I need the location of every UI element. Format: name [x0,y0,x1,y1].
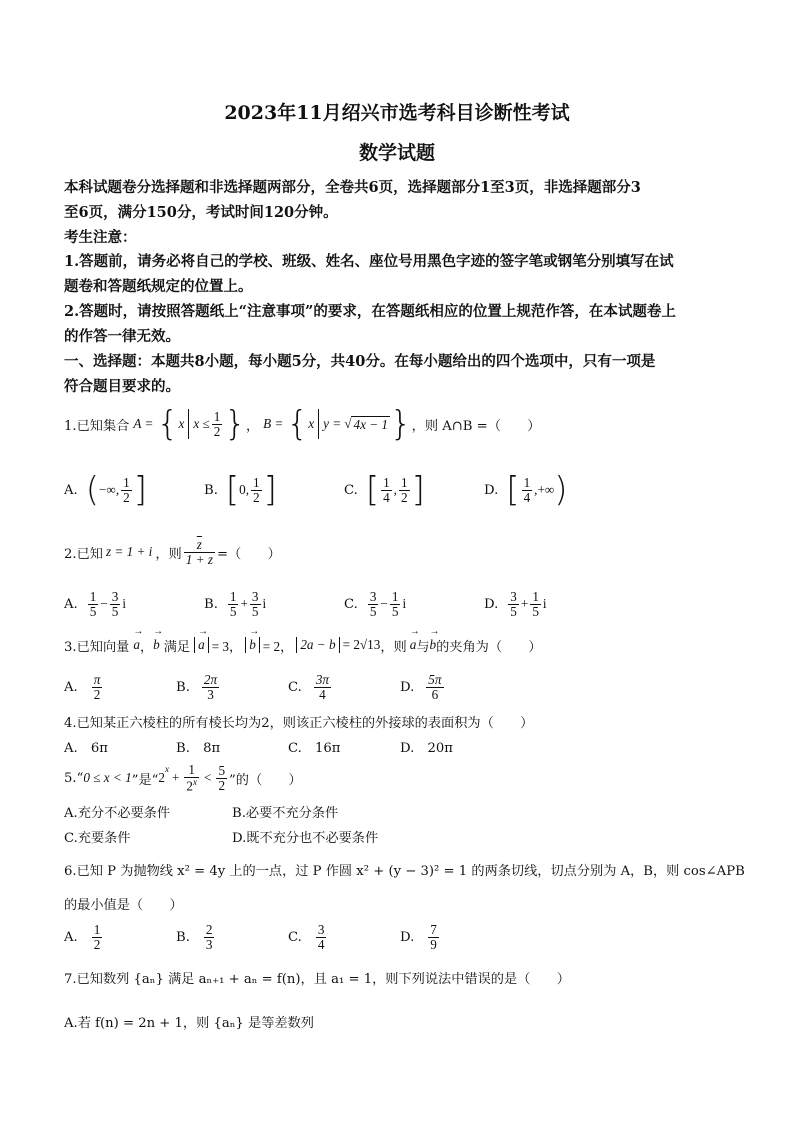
q1-option-b-label: B. [204,482,218,498]
q6-a-den: 2 [93,936,101,952]
q2-a-d1: 5 [89,603,97,619]
question-7-option-a: A.若 f(n) = 2n + 1，则 {aₙ} 是等差数列 [64,1016,314,1031]
q3-b-den: 3 [207,686,214,702]
section-1-line-2: 符合题目要求的。 [64,378,180,395]
question-4: 4.已知某正六棱柱的所有棱长均为2，则该正六棱柱的外接球的表面积为（ ） [64,716,534,731]
q1-d-num: 1 [523,474,531,490]
q2-a-i: i [122,596,127,611]
q1-option-a-value: −∞, [98,482,120,497]
q1-option-c-label: C. [344,482,358,498]
q2-num: $\overline{z}$ [184,538,215,553]
q3-sep: ， [139,639,154,655]
q3-vec-b: → b [153,637,160,653]
q2-option-b-label: B. [204,596,218,612]
q1-a-den: 2 [123,489,130,505]
q2-option-c-label: C. [344,596,358,612]
q6-option-c-label: C. [288,929,302,945]
q2-d-n1: 3 [510,588,517,604]
q6-option-b-label: B. [176,929,190,945]
q5-cond-1: 0 ≤ x < 1 [83,770,132,785]
q5-plus: + [171,770,180,785]
notice-heading: 考生注意： [64,229,137,246]
notice-item-1-line-2: 题卷和答题纸规定的位置上。 [64,278,253,295]
q3-b-num: 2π [203,671,218,687]
q2-b-op: + [240,596,248,611]
q1-c-num1: 1 [383,474,390,490]
q3-eq3: = 3， [211,638,243,654]
q1-option-d-tail: ,+∞ [534,482,555,497]
q6-option-a-label: A. [64,929,78,945]
q6-c-num: 3 [317,921,325,937]
q3-satisfy: 满足 [163,639,191,655]
q5-f-den-exp: x [193,776,197,787]
q5-lead: 5.“ [64,770,84,786]
q1-var-x2: x [308,416,315,431]
q1-d-den: 4 [523,489,531,505]
q2-a-n1: 1 [89,588,97,604]
q3-option-b-label: B. [176,679,190,695]
q6-b-den: 3 [205,936,213,952]
q2-d-op: + [520,596,529,611]
q1-sqrt: 4x − 1 [353,416,389,432]
q4-option-b: B. 8π [176,741,221,756]
q1-c-den1: 4 [383,489,390,505]
q5-exp: x [164,764,169,774]
q4-option-d: D. 20π [400,741,453,756]
q5-tail: ”的（ ） [229,772,302,788]
q3-tail: 的夹角为（ ） [436,639,542,655]
q3-combo: 2a − b [296,637,339,653]
q2-den: 1 + z [185,551,213,567]
q2-options [64,584,764,624]
q1-half-den: 2 [213,423,221,439]
q2-c-op: − [380,596,388,611]
q1-var-x1: x [178,416,185,431]
q3-c-num: 3π [315,671,330,687]
q2-d-d2: 5 [532,603,539,619]
q2-d-i: i [542,596,547,611]
q5-mid: ”是“ [131,772,159,788]
q4-option-c: C. 16π [288,741,341,756]
question-1: 1.已知集合 A = { x x ≤ $\frac{1}{2}$ } ， B = { x y = √ 4x − 1 } ，则 A∩B =（ ） [64,404,541,444]
question-3 [64,632,542,658]
q3-abs-a: → a [198,637,205,653]
q1-set-b: B [263,416,272,431]
q6-options [64,916,764,958]
q3-lead: 3.已知向量 [64,639,130,655]
q5-option-d: D.既不充分也不必要条件 [232,831,379,846]
q2-d-d1: 5 [510,603,517,619]
q5-option-a: A.充分不必要条件 [64,806,171,821]
q2-a-op: − [100,596,108,611]
q2-b-n2: 3 [251,588,259,604]
q1-a-num: 1 [123,474,130,490]
question-6-line-2: 的最小值是（ ） [64,898,183,913]
exam-subtitle: 数学试题 [358,142,435,164]
q1-options: A. ( −∞, $\frac{1}{2}$ ] B. [ 0, $\frac{1}{2}$ ] C. [ $\frac{1}{4}$ , $\frac{1}{2}$ ] D. [ $\frac{1}{4}$ ,+∞ ) [64,470,568,510]
q6-a-num: 1 [93,921,101,937]
q2-d-n2: 1 [532,588,539,604]
notice-item-2-line-2: 的作答一律无效。 [64,328,180,345]
q2-c-i: i [402,596,407,611]
q2-mid: ，则 [155,546,182,562]
q1-c-num2: 1 [400,474,408,490]
q5-lt: < [204,770,212,785]
q1-option-a-label: A. [64,482,78,498]
q3-options [64,666,764,708]
q5-r-den: 2 [218,777,226,793]
q3-eq2: = 2， [262,638,294,654]
q5-r-num: 5 [218,762,226,778]
q3-d-num: 5π [428,671,442,687]
q6-d-den: 9 [430,936,437,952]
question-5 [64,758,302,798]
q6-c-den: 4 [317,936,325,952]
section-1-line-1: 一、选择题：本题共8小题，每小题5分，共40分。在每小题给出的四个选项中，只有一项是 [64,353,656,370]
q3-vec-a: → a [133,637,140,653]
q2-option-a-label: A. [64,596,78,612]
q5-option-c: C.充要条件 [64,831,131,846]
q2-c-d2: 5 [391,603,399,619]
q3-a-den: 2 [93,686,101,702]
q3-c-den: 4 [319,686,326,702]
intro-line-1: 本科试题卷分选择题和非选择题两部分，全卷共6页，选择题部分1至3页，非选择题部分3 [64,179,641,196]
q2-c-d1: 5 [369,603,377,619]
q3-option-a-label: A. [64,679,78,695]
q3-tail-mid: ，则 [380,639,407,655]
q2-b-i: i [262,596,267,611]
q1-c-den2: 2 [400,489,408,505]
q5-f-den-base: 2 [186,778,193,794]
q6-d-num: 7 [430,921,437,937]
notice-item-1-line-1: 1.答题前，请务必将自己的学校、班级、姓名、座位号用黑色字迹的签字笔或钢笔分别填写在试 [64,253,674,270]
q3-vec-b2: → b [430,637,437,653]
q4-option-a: A. 6π [64,741,108,756]
q6-option-d-label: D. [400,929,415,945]
q2-c-n2: 1 [391,588,399,604]
exam-title: 2023年11月绍兴市选考科目诊断性考试 [224,102,570,124]
q2-b-d1: 5 [229,603,237,619]
q1-set-a: A [133,416,142,431]
question-2 [64,530,281,574]
q3-eq13: = 2√13 [342,637,381,652]
q2-lead: 2.已知 [64,546,103,562]
q1-cond-2: y = [323,416,342,431]
q2-a-n2: 3 [111,588,119,604]
q3-and: 与 [416,639,430,655]
q1-lead: 1.已知集合 [64,418,130,434]
q2-b-n1: 1 [229,588,237,604]
q2-a-d2: 5 [111,603,119,619]
intro-line-2: 至6页，满分150分，考试时间120分钟。 [64,204,338,221]
q6-b-num: 2 [205,921,213,937]
q3-option-d-label: D. [400,679,415,695]
q1-tail: ，则 A∩B =（ ） [411,418,541,434]
q2-z-def: z = 1 + i [105,544,153,559]
q1-half-num: 1 [213,408,221,424]
q3-option-c-label: C. [288,679,302,695]
q2-tail: =（ ） [216,546,281,562]
question-7-line-1: 7.已知数列 {aₙ} 满足 aₙ₊₁ + aₙ = f(n)，且 a₁ = 1，则下列说法中错误的是（ ） [64,972,570,987]
question-6-line-1: 6.已知 P 为抛物线 x² = 4y 上的一点，过 P 作圆 x² + (y − 3)² = 1 的两条切线，切点分别为 A，B，则 cos∠APB [64,864,745,879]
q1-option-b-value: 0, [239,482,250,497]
q1-cond-1: x ≤ [193,416,210,431]
q1-option-d-label: D. [484,482,499,498]
notice-item-2-line-1: 2.答题时，请按照答题纸上“注意事项”的要求，在答题纸相应的位置上规范作答，在本试题卷上 [64,303,676,320]
q3-d-den: 6 [431,686,439,702]
q2-b-d2: 5 [251,603,259,619]
q3-abs-b: → b [249,637,256,653]
q3-a-num: π [93,671,101,687]
q2-c-n1: 3 [369,588,377,604]
q5-f-num: 1 [184,763,199,778]
q5-option-b: B.必要不充分条件 [232,806,339,821]
q5-base: 2 [158,770,165,785]
q1-b-num: 1 [253,474,260,490]
q3-vec-a2: → a [410,637,417,653]
q2-option-d-label: D. [484,596,499,612]
q1-b-den: 2 [253,489,260,505]
